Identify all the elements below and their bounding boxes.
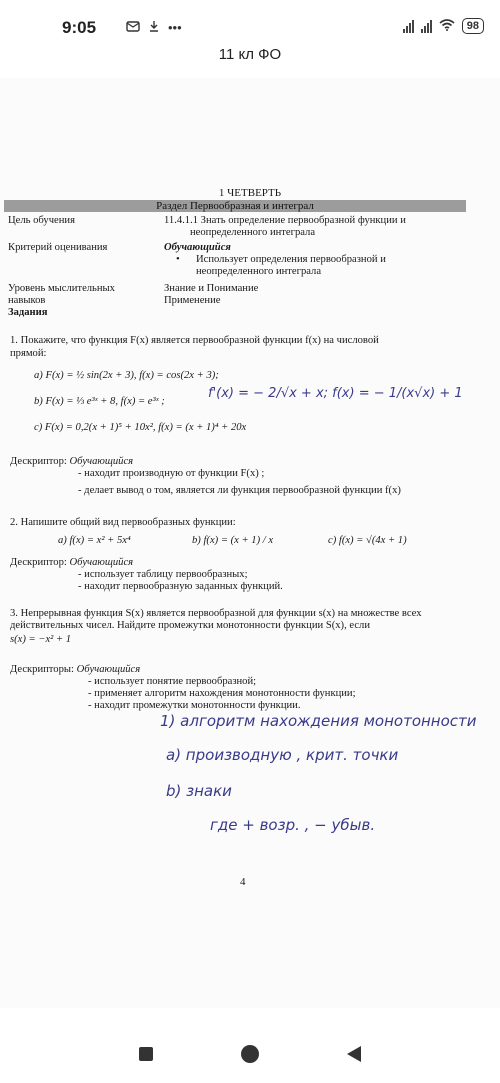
descriptor-label-2: [10, 557, 133, 569]
skills-1: Знание и Понимание: [164, 283, 259, 294]
criterion-text-1: Использует определения первообразной и: [196, 254, 386, 265]
task1-a: a) F(x) = ½ sin(2x + 3), f(x) = cos(2x + 3);: [34, 370, 219, 381]
descriptor-word: Дескриптор:: [10, 456, 67, 467]
tasks-label: Задания: [8, 307, 48, 318]
signal-icon: [403, 19, 414, 33]
clock: 9:05: [62, 18, 97, 37]
page-number: 4: [240, 876, 246, 888]
descriptor1-item1: - находит производную от функции F(x) ;: [78, 468, 265, 479]
skills-label-2: навыков: [8, 295, 46, 306]
square-icon: [138, 1046, 154, 1062]
goal-label: Цель обучения: [8, 215, 75, 226]
task3-line3: s(x) = −x² + 1: [10, 634, 72, 645]
criterion-text-2: неопределенного интеграла: [196, 266, 322, 277]
task2-a: a) f(x) = x² + 5x⁴: [58, 535, 131, 546]
more-icon: •••: [168, 20, 182, 35]
navigation-bar: [0, 1020, 500, 1083]
recent-apps-button[interactable]: [134, 1042, 158, 1066]
notification-app-icon: [126, 20, 140, 35]
task2-c: c) f(x) = √(4x + 1): [328, 535, 407, 546]
back-button[interactable]: [342, 1042, 366, 1066]
criterion-label: Критерий оценивания: [8, 242, 108, 253]
descriptors-label-3: [10, 664, 140, 676]
bullet-icon: •: [176, 254, 180, 265]
task2-title: 2. Напишите общий вид первообразных функции:: [10, 517, 236, 528]
handwritten-answer-1: f'(x) = − 2/√x + x; f(x) = − 1/(x√x) + 1: [208, 386, 463, 401]
chat-title: 11 кл ФО: [218, 46, 282, 63]
descriptor3-item2: - применяет алгоритм нахождения монотонности функции;: [88, 688, 356, 699]
signal-icon-2: [421, 19, 432, 33]
descriptor-learner-2: Обучающийся: [69, 557, 134, 568]
download-icon: [148, 20, 160, 35]
home-button[interactable]: [238, 1042, 262, 1066]
battery-indicator: 98: [462, 18, 484, 34]
wifi-icon: [439, 18, 455, 34]
document-photo[interactable]: [0, 78, 500, 1008]
handwritten-note-1: 1) алгоритм нахождения монотонности: [160, 712, 477, 730]
goal-text-2: неопределенного интеграла: [190, 227, 316, 238]
task3-line2: действительных чисел. Найдите промежутки монотонности функции S(x), если: [10, 620, 370, 631]
descriptors-word: Дескрипторы:: [10, 664, 74, 675]
descriptor-label-1: [10, 456, 133, 468]
task2-b: b) f(x) = (x + 1) / x: [192, 535, 274, 546]
descriptor2-item1: - использует таблицу первообразных;: [78, 569, 248, 580]
learner-label: Обучающийся: [164, 242, 231, 253]
quarter-heading: 1 ЧЕТВЕРТЬ: [218, 187, 282, 199]
system-icons: [403, 18, 484, 34]
task1-line2: прямой:: [10, 348, 47, 359]
goal-text-1: 11.4.1.1 Знать определение первообразной функции и: [164, 215, 406, 226]
task1-c: c) F(x) = 0,2(x + 1)⁵ + 10x², f(x) = (x + 1)⁴ + 20x: [34, 422, 247, 433]
task3-line1: 3. Непрерывная функция S(x) является первообразной для функции s(x) на множестве всех: [10, 608, 422, 619]
task1-b: b) F(x) = ⅓ e³ˣ + 8, f(x) = e³ˣ ;: [34, 396, 165, 407]
notification-icons: [126, 20, 182, 35]
descriptor1-item2: - делает вывод о том, является ли функция первообразной функции f(x): [78, 485, 401, 496]
handwritten-note-4: где + возр. , − убыв.: [210, 816, 376, 834]
skills-label-1: Уровень мыслительных: [8, 283, 115, 294]
descriptor3-item3: - находит промежутки монотонности функции.: [88, 700, 301, 711]
descriptor-learner: Обучающийся: [69, 456, 134, 467]
descriptor-word-2: Дескриптор:: [10, 557, 67, 568]
triangle-back-icon: [346, 1045, 362, 1063]
descriptor-learner-3: Обучающийся: [76, 664, 141, 675]
task1-line1: 1. Покажите, что функция F(x) является первообразной функции f(x) на числовой: [10, 335, 379, 346]
section-header: Раздел Первообразная и интеграл: [4, 200, 466, 212]
skills-2: Применение: [164, 295, 221, 306]
circle-icon: [239, 1043, 261, 1065]
descriptor2-item2: - находит первообразную заданных функций.: [78, 581, 283, 592]
handwritten-note-2: а) производную , крит. точки: [166, 746, 399, 764]
descriptor3-item1: - использует понятие первообразной;: [88, 676, 257, 687]
handwritten-note-3: b) знаки: [166, 782, 232, 800]
